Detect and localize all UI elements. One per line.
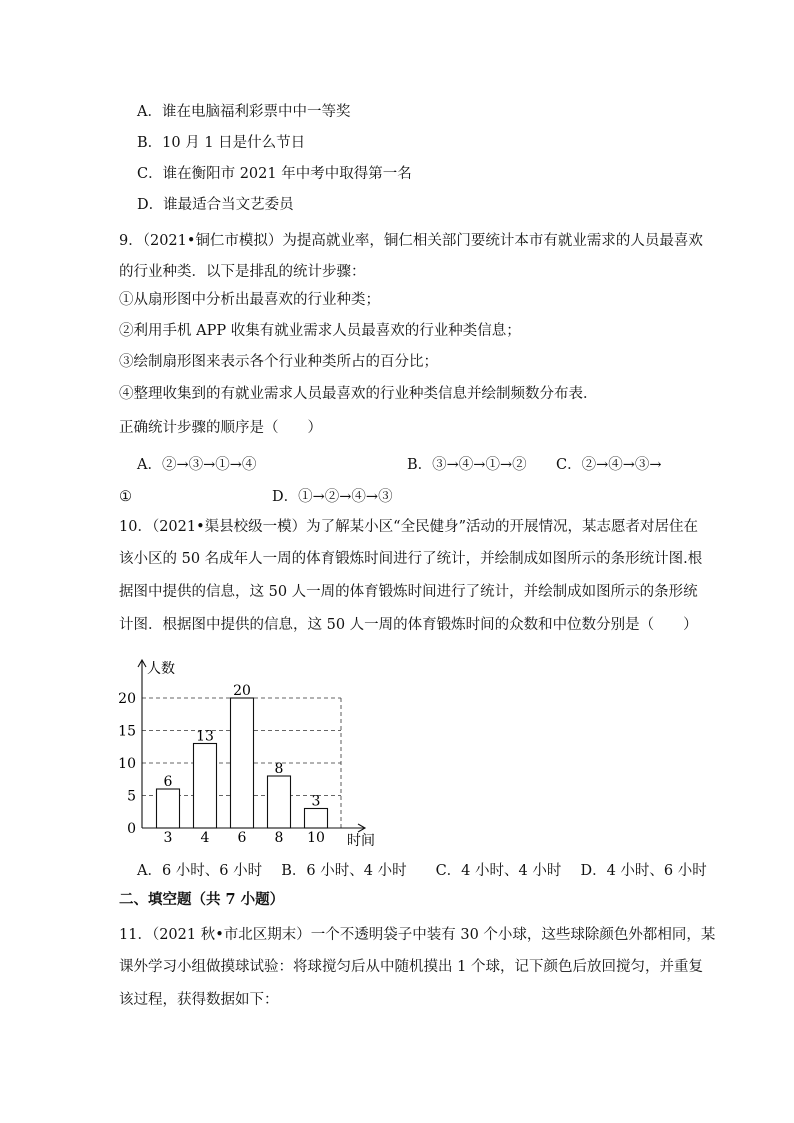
q10-line2: 该小区的 50 名成年人一周的体育锻炼时间进行了统计，并绘制成如图所示的条形统计图.根 <box>119 551 703 567</box>
x-tick-label: 4 <box>200 830 210 846</box>
q9-option-c-cont: ① <box>119 489 132 505</box>
q8-option-c: C．谁在衡阳市 2021 年中考中取得第一名 <box>137 166 412 182</box>
q9-step-3: ③绘制扇形图来表示各个行业种类所占的百分比； <box>119 354 438 370</box>
q10-options: A．6 小时、6 小时 B．6 小时、4 小时 C．4 小时、4 小时 D．4 小时、6 小时 <box>137 863 707 879</box>
q9-option-a: A．②→③→①→④ <box>137 457 257 473</box>
q9-stem-line2: 的行业种类．以下是排乱的统计步骤： <box>119 264 366 280</box>
x-tick-label: 6 <box>237 830 247 846</box>
y-tick-label: 15 <box>118 723 136 740</box>
x-tick-label: 3 <box>163 830 173 846</box>
q9-step-4: ④整理收集到的有就业需求人员最喜欢的行业种类信息并绘制频数分布表． <box>119 386 598 402</box>
q11-line3: 该过程，获得数据如下： <box>119 992 279 1008</box>
section-heading: 二、填空题（共 7 小题） <box>119 891 285 908</box>
bar <box>231 698 254 828</box>
y-tick-label: 20 <box>118 691 136 707</box>
y-axis-title: 人数 <box>147 661 175 677</box>
bar-data-label: 8 <box>274 761 284 777</box>
y-tick-label: 10 <box>118 756 136 772</box>
x-axis-title: 时间 <box>347 833 375 849</box>
y-tick-label: 5 <box>127 788 136 805</box>
x-tick-label: 10 <box>307 830 325 846</box>
q8-option-d: D．谁最适合当文艺委员 <box>137 197 294 213</box>
q11-line2: 课外学习小组做摸球试验：将球搅匀后从中随机摸出 1 个球，记下颜色后放回搅匀，并重复 <box>119 959 703 975</box>
bar-data-label: 20 <box>233 683 251 699</box>
q9-option-d: D．①→②→④→③ <box>272 489 393 505</box>
bar <box>194 744 217 829</box>
x-tick-label: 8 <box>274 830 284 846</box>
q9-option-c: C．②→④→③→ <box>556 457 662 473</box>
q8-option-a: A．谁在电脑福利彩票中中一等奖 <box>137 104 351 120</box>
q11-line1: 11．（2021 秋•市北区期末）一个不透明袋子中装有 30 个小球，这些球除颜色外都相同，某 <box>119 927 716 943</box>
bar-chart <box>115 650 385 850</box>
q9-question: 正确统计步骤的顺序是（ ） <box>119 420 322 436</box>
bar-data-label: 6 <box>163 774 173 790</box>
q8-option-b: B．10 月 1 日是什么节日 <box>137 135 306 151</box>
bar <box>157 789 180 828</box>
q10-line1: 10．（2021•渠县校级一模）为了解某小区“全民健身”活动的开展情况，某志愿者对居住在 <box>119 519 698 535</box>
q10-line4: 计图．根据图中提供的信息，这 50 人一周的体育锻炼时间的众数和中位数分别是（ ） <box>119 617 698 633</box>
bar-data-label: 13 <box>196 728 214 745</box>
q9-step-1: ①从扇形图中分析出最喜欢的行业种类； <box>119 292 380 308</box>
q9-option-b: B．③→④→①→② <box>407 457 527 473</box>
bar <box>268 776 291 828</box>
bar <box>305 809 328 829</box>
y-tick-label: 0 <box>127 821 136 837</box>
bar-data-label: 3 <box>311 793 321 810</box>
q9-step-2: ②利用手机 APP 收集有就业需求人员最喜欢的行业种类信息； <box>119 323 521 339</box>
q9-stem-line1: 9．（2021•铜仁市模拟）为提高就业率，铜仁相关部门要统计本市有就业需求的人员最喜欢 <box>119 233 703 249</box>
q10-line3: 据图中提供的信息，这 50 人一周的体育锻炼时间进行了统计，并绘制成如图所示的条形统 <box>119 584 698 600</box>
